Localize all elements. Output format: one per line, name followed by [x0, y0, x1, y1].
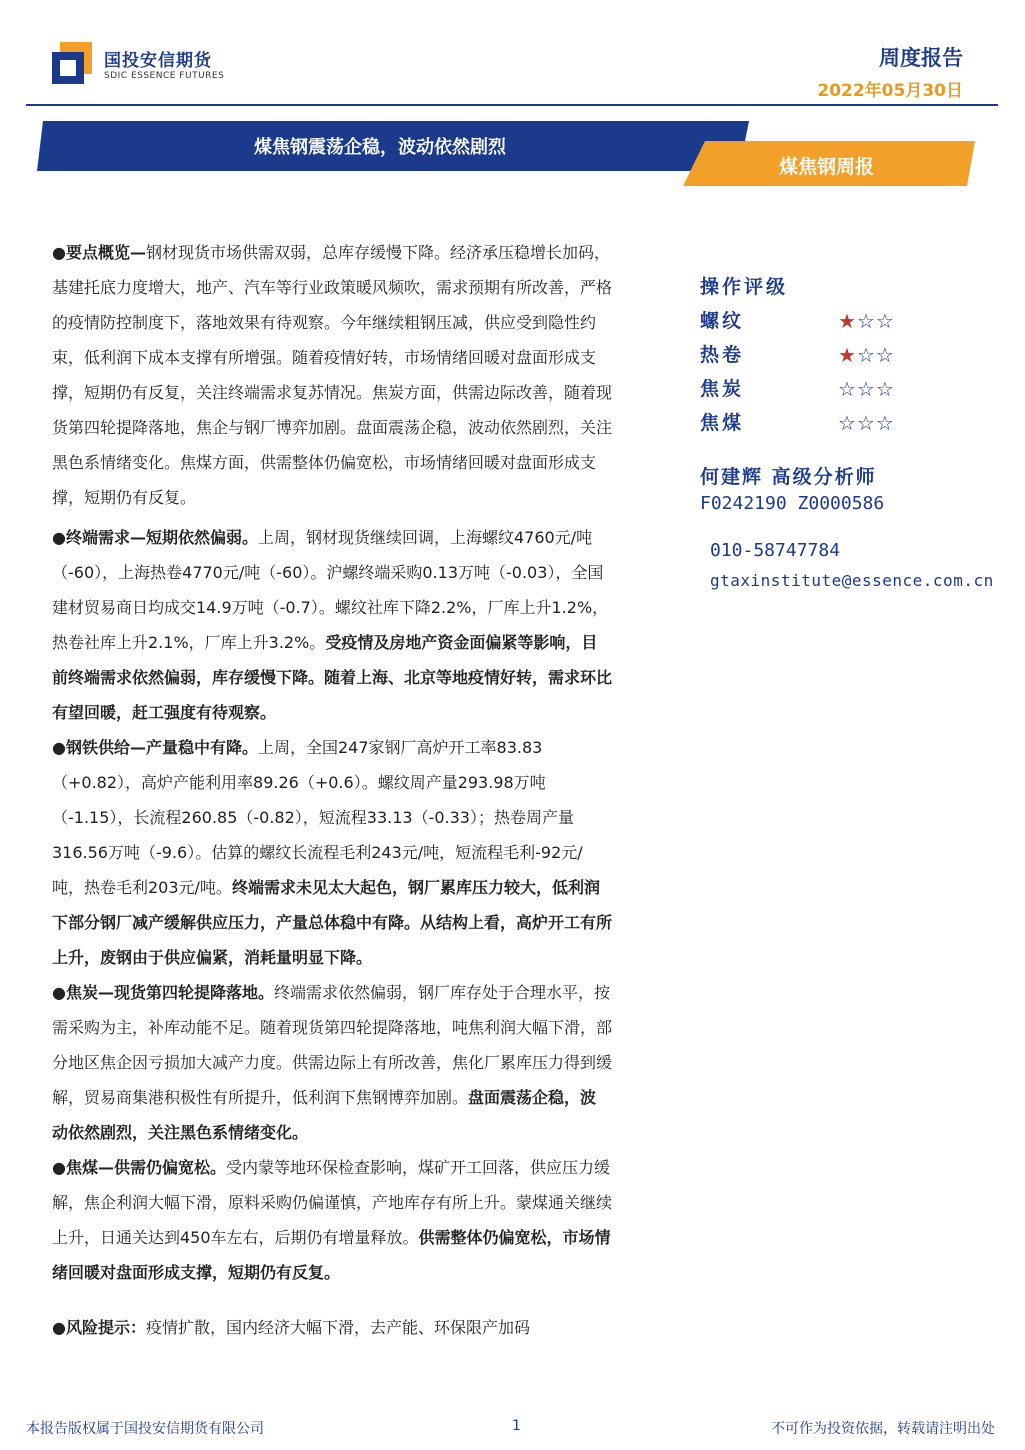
rating-row — [700, 406, 1020, 440]
header-divider — [26, 104, 998, 106]
rating-name: 热卷 — [700, 344, 745, 366]
logo-cn-text: 国投安信期货 — [104, 51, 212, 71]
rating-name: 焦炭 — [700, 378, 745, 400]
risk-text: 疫情扩散，国内经济大幅下滑，去产能、环保限产加码 — [145, 1318, 530, 1337]
risk-lead: ●风险提示： — [52, 1318, 146, 1337]
rating-name: 焦煤 — [700, 412, 745, 434]
footer-disclaimer: 不可作为投资依据，转载请注明出处 — [771, 1421, 995, 1437]
section-supply — [52, 730, 612, 975]
section-lead: ●钢铁供给—产量稳中有降。 — [52, 738, 258, 757]
page-number: 1 — [512, 1418, 521, 1434]
rating-row — [700, 338, 1020, 372]
company-logo — [52, 40, 252, 90]
section-text: 上周，全国247家钢厂高炉开工率83.83（+0.82），高炉产能利用率89.26（+0.6）。螺纹周产量293.98万吨（-1.15），长流程260.85（-0.82），短流程33.13（-0.33）；热卷周产量316.56万吨（-9.6）。估算的螺纹长流程毛利243元/吨，短流程毛利-92元/吨，热卷毛利203元/吨。 — [52, 738, 583, 897]
section-bold-text: 终端需求未见太大起色，钢厂累库压力较大，低利润下部分钢厂减产缓解供应压力，产量总体稳中有降。从结构上看，高炉开工有所上升，废钢由于供应偏紧，消耗量明显下降。 — [52, 878, 613, 967]
report-title: 煤焦钢震荡企稳，波动依然剧烈 — [254, 137, 506, 158]
analyst-cert: F0242190 Z0000586 — [700, 493, 885, 514]
section-lead: ●焦煤—供需仍偏宽松。 — [52, 1158, 226, 1177]
rating-row — [700, 372, 1020, 406]
section-text: 受内蒙等地环保检查影响，煤矿开工回落，供应压力缓解，焦企利润大幅下滑，原料采购仍偏谨慎，产地库存有所上升。蒙煤通关继续上升，日通关达到450车左右，后期仍有增量释放。 — [52, 1158, 613, 1247]
logo-mark-icon — [52, 42, 92, 84]
sidebar — [700, 270, 1020, 590]
section-lead: ●焦炭—现货第四轮提降落地。 — [52, 983, 274, 1002]
section-coking-coal — [52, 1150, 612, 1290]
star-rating-icon: ★☆☆ — [838, 343, 895, 367]
report-date: 2022年05月30日 — [817, 81, 963, 101]
rating-row — [700, 304, 1020, 338]
section-coke — [52, 975, 612, 1150]
section-bold-text: 受疫情及房地产资金面偏紧等影响，目前终端需求依然偏弱，库存缓慢下降。随着上海、北京等地疫情好转，需求环比有望回暖，赶工强度有待观察。 — [52, 633, 613, 722]
report-type: 周度报告 — [879, 46, 963, 70]
section-text: 钢材现货市场供需双弱，总库存缓慢下降。经济承压稳增长加码，基建托底力度增大，地产、汽车等行业政策暖风频吹，需求预期有所改善，严格的疫情防控制度下，落地效果有待观察。今年继续粗钢压减，供应受到隐性约束，低利润下成本支撑有所增强。随着疫情好转，市场情绪回暖对盘面形成支撑，短期仍有反复，关注终端需求复苏情况。焦炭方面，供需边际改善，随着现货第四轮提降落地，焦企与钢厂博弈加剧。盘面震荡企稳，波动依然剧烈，关注黑色系情绪变化。焦煤方面，供需整体仍偏宽松，市场情绪回暖对盘面形成支撑，短期仍有反复。 — [52, 243, 613, 507]
rating-title: 操作评级 — [700, 276, 789, 298]
section-overview — [52, 235, 612, 515]
star-rating-icon: ☆☆☆ — [838, 377, 895, 401]
star-rating-icon: ☆☆☆ — [838, 411, 895, 435]
report-body — [52, 235, 612, 1345]
footer-copyright: 本报告版权属于国投安信期货有限公司 — [26, 1421, 264, 1437]
contact-email[interactable]: gtaxinstitute@essence.com.cn — [710, 571, 994, 590]
section-text: 上周，钢材现货继续回调，上海螺纹4760元/吨（-60），上海热卷4770元/吨（-60）。沪螺终端采购0.13万吨（-0.03），全国建材贸易商日均成交14.9万吨（-0.7）。螺纹社库下降2.2%，厂库上升1.2%，热卷社库上升2.1%，厂库上升3.2%。 — [52, 528, 609, 652]
section-lead: ●终端需求—短期依然偏弱。 — [52, 528, 258, 547]
section-risk — [52, 1310, 612, 1345]
section-demand — [52, 520, 612, 730]
section-bold-text: 盘面震荡企稳，波动依然剧烈，关注黑色系情绪变化。 — [52, 1088, 597, 1142]
section-bold-text: 供需整体仍偏宽松，市场情绪回暖对盘面形成支撑，短期仍有反复。 — [52, 1228, 611, 1282]
section-lead: ●要点概览— — [52, 243, 146, 262]
report-subtitle: 煤焦钢周报 — [779, 156, 875, 178]
analyst-name: 何建辉 高级分析师 — [700, 466, 877, 488]
logo-en-text: SDIC ESSENCE FUTURES — [104, 71, 225, 81]
contact-phone: 010-58747784 — [710, 540, 841, 561]
rating-name: 螺纹 — [700, 310, 745, 332]
star-rating-icon: ★☆☆ — [838, 309, 895, 333]
section-text: 终端需求依然偏弱，钢厂库存处于合理水平，按需采购为主，补库动能不足。随着现货第四轮提降落地，吨焦利润大幅下滑，部分地区焦企因亏损加大减产力度。供需边际上有所改善，焦化厂累库压力得到缓解，贸易商集港积极性有所提升，低利润下焦钢博弈加剧。 — [52, 983, 613, 1107]
